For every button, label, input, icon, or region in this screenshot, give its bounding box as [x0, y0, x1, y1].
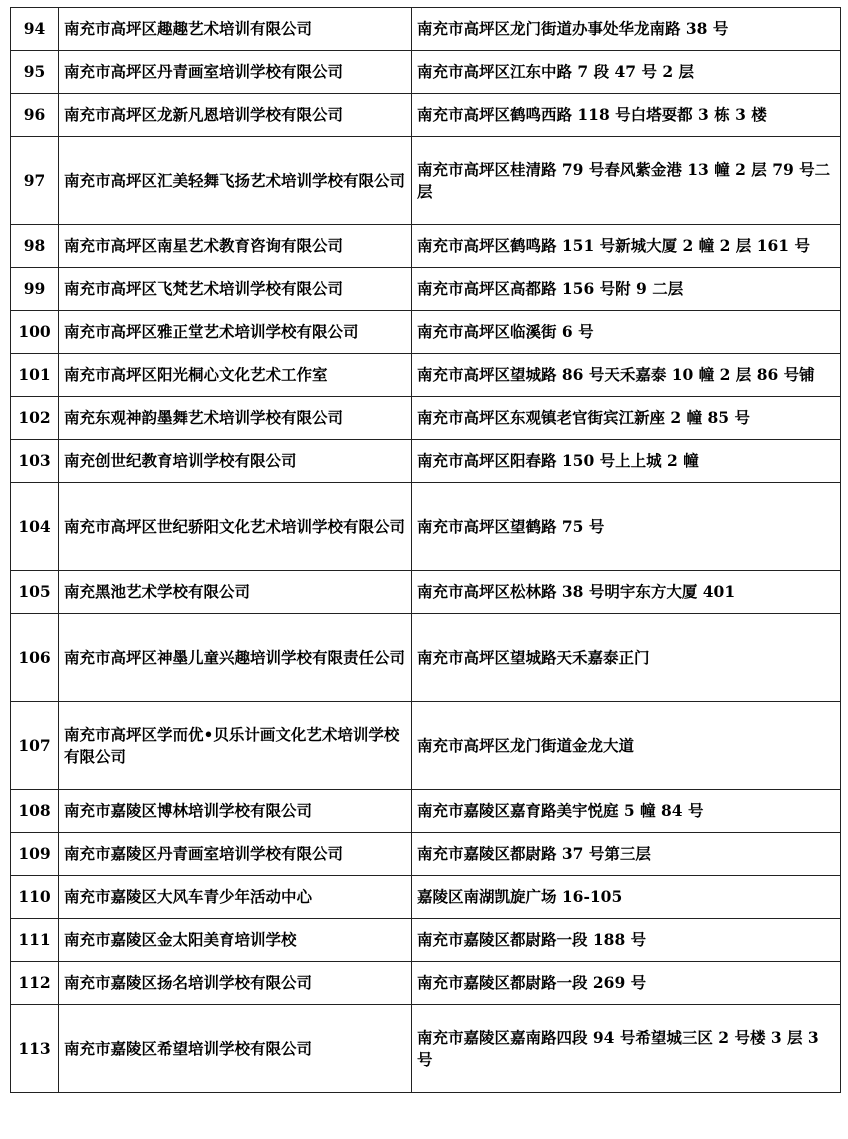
- table-row: [11, 790, 841, 833]
- table-row: [11, 919, 841, 962]
- row-number: 108: [11, 790, 59, 833]
- organization-address: 南充市高坪区临溪街 6 号: [412, 311, 841, 354]
- table-row: [11, 614, 841, 702]
- organization-address: 南充市高坪区望城路 86 号天禾嘉泰 10 幢 2 层 86 号铺: [412, 354, 841, 397]
- organization-name: 南充市嘉陵区希望培训学校有限公司: [59, 1005, 412, 1093]
- row-number: 95: [11, 51, 59, 94]
- row-number: 101: [11, 354, 59, 397]
- organization-address: 南充市嘉陵区嘉育路美宇悦庭 5 幢 84 号: [412, 790, 841, 833]
- row-number: 110: [11, 876, 59, 919]
- row-number: 94: [11, 8, 59, 51]
- row-number: 107: [11, 702, 59, 790]
- organization-name: 南充黑池艺术学校有限公司: [59, 571, 412, 614]
- table-row: [11, 354, 841, 397]
- row-number: 106: [11, 614, 59, 702]
- table-row: [11, 311, 841, 354]
- organization-name: 南充创世纪教育培训学校有限公司: [59, 440, 412, 483]
- table-row: [11, 702, 841, 790]
- organization-address: 南充市高坪区松林路 38 号明宇东方大厦 401: [412, 571, 841, 614]
- table-body: [11, 8, 841, 1093]
- row-number: 96: [11, 94, 59, 137]
- organization-address: 南充市高坪区鹤鸣西路 118 号白塔耍都 3 栋 3 楼: [412, 94, 841, 137]
- table-row: [11, 51, 841, 94]
- organization-name: 南充东观神韵墨舞艺术培训学校有限公司: [59, 397, 412, 440]
- row-number: 104: [11, 483, 59, 571]
- organization-name: 南充市高坪区神墨儿童兴趣培训学校有限责任公司: [59, 614, 412, 702]
- organization-name: 南充市嘉陵区丹青画室培训学校有限公司: [59, 833, 412, 876]
- table-row: [11, 1005, 841, 1093]
- table-row: [11, 94, 841, 137]
- organization-address: 南充市高坪区江东中路 7 段 47 号 2 层: [412, 51, 841, 94]
- table-row: [11, 137, 841, 225]
- organization-name: 南充市嘉陵区大风车青少年活动中心: [59, 876, 412, 919]
- organization-address: 南充市高坪区阳春路 150 号上上城 2 幢: [412, 440, 841, 483]
- organization-name: 南充市嘉陵区金太阳美育培训学校: [59, 919, 412, 962]
- organization-address: 南充市高坪区东观镇老官街宾江新座 2 幢 85 号: [412, 397, 841, 440]
- organization-address: 南充市高坪区桂清路 79 号春风紫金港 13 幢 2 层 79 号二层: [412, 137, 841, 225]
- row-number: 98: [11, 225, 59, 268]
- row-number: 103: [11, 440, 59, 483]
- organization-name: 南充市高坪区飞梵艺术培训学校有限公司: [59, 268, 412, 311]
- organization-address: 南充市高坪区高都路 156 号附 9 二层: [412, 268, 841, 311]
- organization-address: 南充市高坪区鹤鸣路 151 号新城大厦 2 幢 2 层 161 号: [412, 225, 841, 268]
- table-row: [11, 225, 841, 268]
- organization-address: 南充市高坪区龙门街道办事处华龙南路 38 号: [412, 8, 841, 51]
- organization-address: 南充市嘉陵区都尉路一段 269 号: [412, 962, 841, 1005]
- organization-address: 嘉陵区南湖凯旋广场 16-105: [412, 876, 841, 919]
- organization-address: 南充市嘉陵区都尉路一段 188 号: [412, 919, 841, 962]
- organization-name: 南充市嘉陵区扬名培训学校有限公司: [59, 962, 412, 1005]
- table-row: [11, 483, 841, 571]
- table-row: [11, 8, 841, 51]
- organization-name: 南充市高坪区丹青画室培训学校有限公司: [59, 51, 412, 94]
- row-number: 111: [11, 919, 59, 962]
- table-row: [11, 876, 841, 919]
- organization-address: 南充市嘉陵区都尉路 37 号第三层: [412, 833, 841, 876]
- organization-address: 南充市高坪区龙门街道金龙大道: [412, 702, 841, 790]
- organization-name: 南充市高坪区南星艺术教育咨询有限公司: [59, 225, 412, 268]
- table-row: [11, 571, 841, 614]
- table-row: [11, 440, 841, 483]
- row-number: 112: [11, 962, 59, 1005]
- row-number: 97: [11, 137, 59, 225]
- organization-name: 南充市高坪区阳光桐心文化艺术工作室: [59, 354, 412, 397]
- organization-address: 南充市嘉陵区嘉南路四段 94 号希望城三区 2 号楼 3 层 3 号: [412, 1005, 841, 1093]
- organization-name: 南充市高坪区趣趣艺术培训有限公司: [59, 8, 412, 51]
- row-number: 100: [11, 311, 59, 354]
- row-number: 109: [11, 833, 59, 876]
- organization-name: 南充市高坪区学而优•贝乐计画文化艺术培训学校有限公司: [59, 702, 412, 790]
- row-number: 113: [11, 1005, 59, 1093]
- table-row: [11, 962, 841, 1005]
- organization-name: 南充市高坪区世纪骄阳文化艺术培训学校有限公司: [59, 483, 412, 571]
- organization-name: 南充市嘉陵区博林培训学校有限公司: [59, 790, 412, 833]
- organization-address: 南充市高坪区望鹤路 75 号: [412, 483, 841, 571]
- row-number: 99: [11, 268, 59, 311]
- row-number: 105: [11, 571, 59, 614]
- table-row: [11, 397, 841, 440]
- organization-name: 南充市高坪区龙新凡恩培训学校有限公司: [59, 94, 412, 137]
- organization-name: 南充市高坪区汇美轻舞飞扬艺术培训学校有限公司: [59, 137, 412, 225]
- organization-name: 南充市高坪区雅正堂艺术培训学校有限公司: [59, 311, 412, 354]
- table-row: [11, 833, 841, 876]
- school-registry-table: [10, 7, 841, 1093]
- table-row: [11, 268, 841, 311]
- row-number: 102: [11, 397, 59, 440]
- organization-address: 南充市高坪区望城路天禾嘉泰正门: [412, 614, 841, 702]
